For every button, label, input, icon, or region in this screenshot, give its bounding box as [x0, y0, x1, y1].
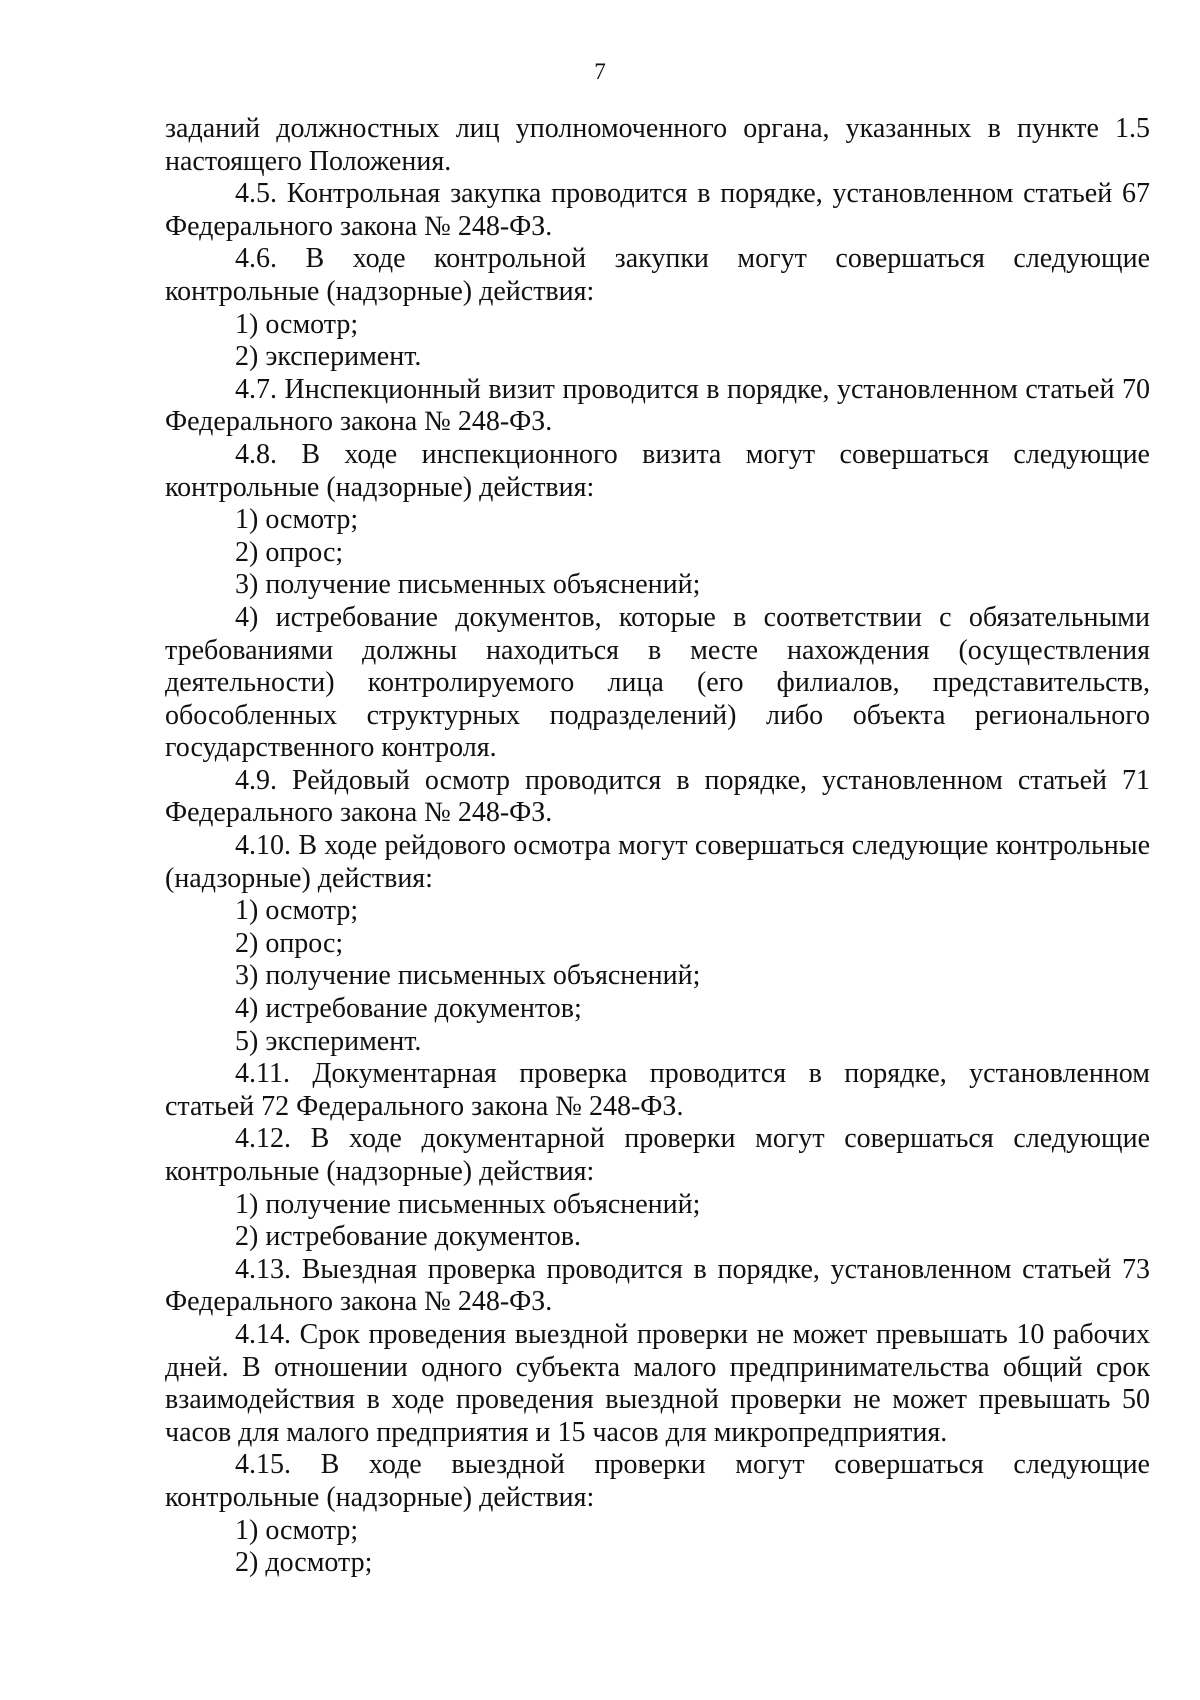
paragraph: заданий должностных лиц уполномоченного органа, указанных в пункте 1.5 настоящего Положения. [165, 113, 1150, 177]
paragraph: 1) осмотр; [235, 308, 359, 340]
paragraph: 1) получение письменных объяснений; [235, 1188, 701, 1220]
paragraph: 4.11. Документарная проверка проводится в порядке, установленном статьей 72 Федерального закона № 248-ФЗ. [165, 1058, 1150, 1122]
paragraph: 3) получение письменных объяснений; [235, 960, 701, 992]
paragraph: 3) получение письменных объяснений; [235, 569, 701, 601]
paragraph: 2) досмотр; [235, 1547, 373, 1579]
paragraph: 4.7. Инспекционный визит проводится в порядке, установленном статьей 70 Федерального закона № 248-ФЗ. [165, 373, 1150, 438]
paragraph: 2) истребование документов. [235, 1221, 581, 1253]
paragraph: 4.8. В ходе инспекционного визита могут совершаться следующие контрольные (надзорные) действия: [165, 438, 1150, 503]
paragraph: 4.14. Срок проведения выездной проверки не может превышать 10 рабочих дней. В отношении одного субъекта малого предпринимательства общий срок взаимодействия в ходе проведения выездной проверки не может превышать 50 часов для малого предприятия и 15 часов для микропредприятия. [165, 1318, 1150, 1448]
paragraph: 2) опрос; [235, 536, 344, 568]
paragraph: 2) эксперимент. [235, 341, 422, 373]
paragraph: 1) осмотр; [235, 504, 359, 536]
document-body [165, 113, 1150, 1580]
paragraph: 4.6. В ходе контрольной закупки могут совершаться следующие контрольные (надзорные) действия: [165, 243, 1150, 307]
paragraph: 4) истребование документов, которые в соответствии с обязательными требованиями должны находиться в месте нахождения (осуществления деятельности) контролируемого лица (его филиалов, представительств, обособленных структурных подразделений) либо объекта регионального государственного контроля. [165, 601, 1150, 764]
page-number: 7 [594, 59, 606, 84]
paragraph: 4.15. В ходе выездной проверки могут совершаться следующие контрольные (надзорные) действия: [165, 1449, 1150, 1513]
paragraph: 1) осмотр; [235, 895, 359, 927]
paragraph: 2) опрос; [235, 927, 344, 959]
paragraph: 4.10. В ходе рейдового осмотра могут совершаться следующие контрольные (надзорные) действия: [165, 830, 1150, 894]
paragraph: 4.5. Контрольная закупка проводится в порядке, установленном статьей 67 Федерального закона № 248-ФЗ. [165, 178, 1150, 242]
paragraph: 4.9. Рейдовый осмотр проводится в порядке, установленном статьей 71 Федерального закона № 248-ФЗ. [165, 764, 1150, 829]
paragraph: 4.12. В ходе документарной проверки могут совершаться следующие контрольные (надзорные) действия: [165, 1123, 1150, 1187]
paragraph: 1) осмотр; [235, 1514, 359, 1546]
paragraph: 4) истребование документов; [235, 993, 582, 1025]
paragraph: 4.13. Выездная проверка проводится в порядке, установленном статьей 73 Федерального закона № 248-ФЗ. [165, 1253, 1150, 1318]
paragraph: 5) эксперимент. [235, 1025, 422, 1057]
